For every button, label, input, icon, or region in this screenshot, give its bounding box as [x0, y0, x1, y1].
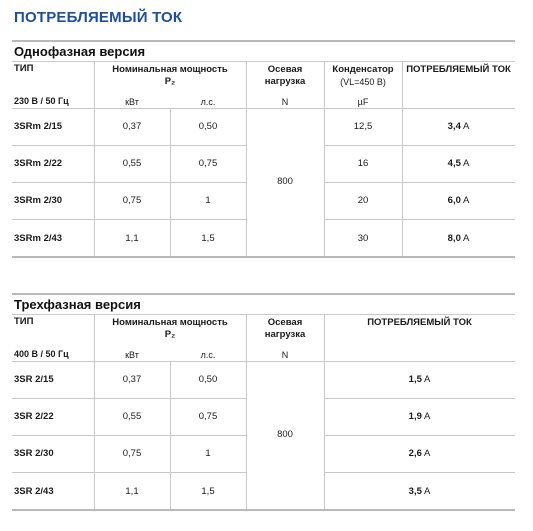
header-axial-2: нагрузка	[264, 329, 306, 340]
row-current: 4,5 A	[447, 158, 470, 169]
divider	[12, 61, 515, 62]
header-unit-kw: кВт	[125, 97, 139, 107]
row-model: 3SR 2/22	[14, 411, 54, 422]
header-power-symbol: P₂	[164, 329, 176, 340]
header-unit-hp: л.с.	[200, 350, 216, 360]
three-phase-section	[12, 293, 515, 513]
row-current: 1,5 A	[408, 374, 431, 385]
header-type: ТИП	[14, 316, 34, 327]
header-unit-n: N	[281, 350, 289, 360]
header-power-symbol: P₂	[164, 76, 176, 87]
row-model: 3SR 2/43	[14, 486, 54, 497]
axial-load-value: 800	[277, 429, 293, 440]
row-model: 3SR 2/30	[14, 448, 54, 459]
row-model: 3SRm 2/15	[14, 121, 63, 132]
row-hp: 1,5	[201, 486, 215, 497]
single-phase-section	[12, 40, 515, 260]
page-title: ПОТРЕБЛЯЕМЫЙ ТОК	[14, 9, 183, 26]
row-hp: 0,75	[198, 411, 218, 422]
section-title: Однофазная версия	[14, 44, 146, 59]
row-hp: 0,50	[198, 374, 218, 385]
row-current: 3,4 A	[447, 121, 470, 132]
divider	[12, 314, 515, 315]
row-hp: 0,50	[198, 121, 218, 132]
row-kw: 1,1	[125, 233, 139, 244]
row-kw: 1,1	[125, 486, 139, 497]
row-current: 1,9 A	[408, 411, 431, 422]
row-kw: 0,37	[122, 374, 142, 385]
header-power: Номинальная мощность	[112, 317, 228, 328]
row-hp: 1	[205, 195, 211, 206]
section-title: Трехфазная версия	[14, 297, 141, 312]
row-model: 3SRm 2/22	[14, 158, 63, 169]
divider	[12, 293, 515, 295]
header-unit-uf: µF	[357, 97, 369, 107]
row-current: 8,0 A	[447, 233, 470, 244]
header-power: Номинальная мощность	[112, 64, 228, 75]
row-current: 2,6 A	[408, 448, 431, 459]
header-axial: Осевая	[267, 64, 303, 75]
header-type: ТИП	[14, 63, 34, 74]
header-capacitor: Конденсатор	[332, 64, 394, 75]
header-capacitor-sub: (VL=450 В)	[340, 77, 386, 87]
header-unit-kw: кВт	[125, 350, 139, 360]
header-current: ПОТРЕБЛЯЕМЫЙ ТОК	[406, 64, 511, 75]
header-axial-2: нагрузка	[264, 76, 306, 87]
row-uf: 20	[357, 195, 369, 206]
row-kw: 0,55	[122, 411, 142, 422]
row-model: 3SRm 2/30	[14, 195, 63, 206]
row-hp: 0,75	[198, 158, 218, 169]
header-voltage: 400 В / 50 Гц	[14, 349, 69, 359]
row-kw: 0,55	[122, 158, 142, 169]
row-uf: 12,5	[353, 121, 373, 132]
row-hp: 1	[205, 448, 211, 459]
row-uf: 30	[357, 233, 369, 244]
row-kw: 0,37	[122, 121, 142, 132]
row-uf: 16	[357, 158, 369, 169]
row-model: 3SRm 2/43	[14, 233, 63, 244]
header-voltage: 230 В / 50 Гц	[14, 96, 69, 106]
row-current: 3,5 A	[408, 486, 431, 497]
row-hp: 1,5	[201, 233, 215, 244]
row-model: 3SR 2/15	[14, 374, 54, 385]
axial-load-value: 800	[277, 176, 293, 187]
header-unit-n: N	[281, 97, 289, 107]
header-axial: Осевая	[267, 317, 303, 328]
header-unit-hp: л.с.	[200, 97, 216, 107]
divider	[12, 40, 515, 42]
header-current: ПОТРЕБЛЯЕМЫЙ ТОК	[367, 317, 472, 328]
row-kw: 0,75	[122, 195, 142, 206]
row-current: 6,0 A	[447, 195, 470, 206]
row-kw: 0,75	[122, 448, 142, 459]
